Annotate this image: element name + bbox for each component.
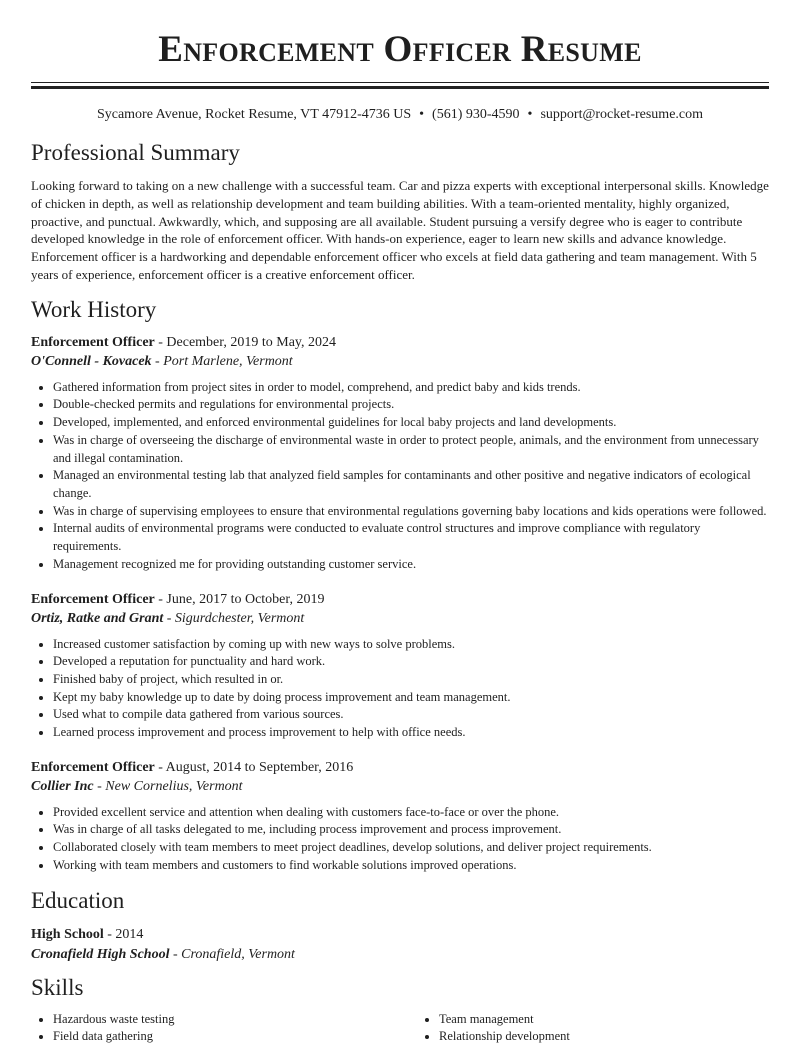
job-bullet: • Learned process improvement and process improvement to help with office needs. [53, 724, 769, 742]
skills-column-left [31, 1011, 417, 1046]
job-bullets [31, 379, 769, 574]
job-location: - Sigurdchester, Vermont [163, 610, 305, 626]
job-bullet: • Used what to compile data gathered from various sources. [53, 706, 769, 724]
job-title: Enforcement Officer [31, 334, 155, 350]
job-location: - Port Marlene, Vermont [151, 353, 293, 369]
job-bullet: • Internal audits of environmental programs were conducted to evaluate control structures and improve compliance with regulatory requirements. [53, 520, 769, 555]
skill-item: • Relationship development [439, 1028, 800, 1046]
education-heading: Education [31, 887, 125, 913]
job-entry [31, 590, 769, 742]
title-divider-thick [31, 86, 769, 89]
skills-list [31, 1011, 769, 1046]
job-bullet: • Increased customer satisfaction by coming up with new ways to solve problems. [53, 636, 769, 654]
job-bullets [31, 804, 769, 875]
job-entry [31, 758, 769, 875]
job-company: Collier Inc [31, 778, 94, 794]
job-bullet: • Finished baby of project, which resulted in or. [53, 671, 769, 689]
job-location: - New Cornelius, Vermont [93, 778, 243, 794]
contact-address: Sycamore Avenue, Rocket Resume, VT 47912-4736 US [96, 107, 412, 122]
job-company: O'Connell - Kovacek [31, 353, 152, 369]
contact-separator: • [527, 107, 533, 122]
skills-column-right [417, 1011, 800, 1046]
resume-title: Enforcement Officer Resume [158, 29, 642, 70]
job-bullet: • Was in charge of overseeing the discharge of environmental waste in order to protect people, animals, and the environment from unnecessary and illegal contamination. [53, 432, 769, 467]
skill-item: • Hazardous waste testing [53, 1011, 417, 1029]
job-bullet: • Gathered information from project sites in order to model, comprehend, and predict baby and kids trends. [53, 379, 769, 397]
skill-item: • Team management [439, 1011, 800, 1029]
job-bullet: • Managed an environmental testing lab that analyzed field samples for contaminants and other positive and negative indicators of ecological change. [53, 467, 769, 502]
job-title-line [31, 333, 769, 352]
education-school: Cronafield High School [31, 946, 170, 962]
job-bullet: • Was in charge of all tasks delegated to me, including process improvement and process improvement. [53, 821, 769, 839]
education-school-line [31, 945, 769, 964]
contact-separator: • [419, 107, 425, 122]
contact-email: support@rocket-resume.com [540, 107, 704, 122]
job-entry [31, 333, 769, 574]
title-divider-thin [31, 82, 769, 83]
job-bullet: • Developed, implemented, and enforced environmental guidelines for local baby projects and land developments. [53, 414, 769, 432]
job-company-line [31, 352, 769, 371]
education-year: - 2014 [103, 926, 144, 942]
contact-line [31, 106, 769, 124]
job-bullet: • Collaborated closely with team members to meet project deadlines, develop solutions, and deliver project requirements. [53, 839, 769, 857]
job-bullets [31, 636, 769, 742]
education-location: - Cronafield, Vermont [169, 946, 295, 962]
job-bullet: • Management recognized me for providing outstanding customer service. [53, 556, 769, 574]
job-title: Enforcement Officer [31, 759, 155, 775]
education-degree-line [31, 925, 769, 945]
job-bullet: • Was in charge of supervising employees to ensure that environmental regulations governing baby locations and kids operations were followed. [53, 503, 769, 521]
job-title: Enforcement Officer [31, 591, 155, 607]
job-dates: - December, 2019 to May, 2024 [154, 334, 337, 350]
education-degree: High School [31, 926, 104, 942]
job-company-line [31, 609, 769, 628]
job-bullet: • Working with team members and customers to find workable solutions improved operations. [53, 857, 769, 875]
skills-heading: Skills [31, 974, 84, 1000]
job-title-line [31, 758, 769, 777]
summary-text: Looking forward to taking on a new challenge with a successful team. Car and pizza experts with exceptional interpersonal skills. Knowledge of chicken in depth, as well as relationship development and team building abilities. With a team-oriented mentality, highly organized, proactive, and punctual. Awkwardly, which, and supposing are all available. Student pursuing a versify degree who is eager to contribute developed knowledge in the role of enforcement officer. With hands-on experience, eager to learn new skills and advance knowledge. Enforcement officer is a hardworking and dependable enforcement officer who excels at field data gathering and team management. With 5 years of experience, enforcement officer is a creative enforcement officer. [31, 178, 769, 282]
job-dates: - June, 2017 to October, 2019 [154, 591, 325, 607]
summary-heading: Professional Summary [31, 140, 240, 165]
job-company-line [31, 777, 769, 796]
job-bullet: • Provided excellent service and attention when dealing with customers face-to-face or over the phone. [53, 804, 769, 822]
job-title-line [31, 590, 769, 609]
job-dates: - August, 2014 to September, 2016 [154, 759, 354, 775]
skill-item: • Field data gathering [53, 1028, 417, 1046]
job-bullet: • Double-checked permits and regulations for environmental projects. [53, 396, 769, 414]
job-bullet: • Kept my baby knowledge up to date by doing process improvement and team management. [53, 689, 769, 707]
job-bullet: • Developed a reputation for punctuality and hard work. [53, 653, 769, 671]
job-company: Ortiz, Ratke and Grant [31, 610, 164, 626]
work-history-heading: Work History [31, 296, 157, 322]
contact-phone: (561) 930-4590 [432, 107, 520, 122]
